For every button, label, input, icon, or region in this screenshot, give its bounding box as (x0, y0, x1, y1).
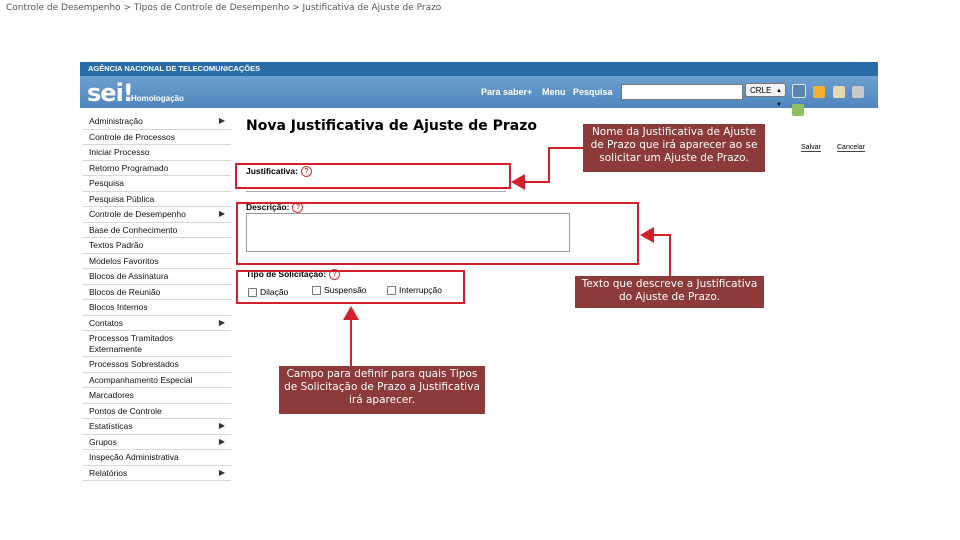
agency-bar: AGÊNCIA NACIONAL DE TELECOMUNICAÇÕES (80, 62, 878, 76)
justificativa-label-text: Justificativa: (246, 166, 298, 176)
save-button[interactable]: Salvar (801, 144, 821, 151)
help-icon[interactable]: ? (301, 166, 312, 177)
checkbox-dilacao-label: Dilação (260, 287, 289, 297)
chevron-right-icon: ▶ (218, 421, 225, 430)
nav-para-saber[interactable]: Para saber+ (481, 87, 533, 97)
help-icon[interactable]: ? (292, 202, 303, 213)
sidebar-item-label: Blocos Internos (89, 302, 148, 312)
nav-pesquisa[interactable]: Pesquisa (573, 87, 613, 97)
sidebar-item-label: Modelos Favoritos (89, 255, 159, 266)
sidebar-item-label: Contatos (89, 317, 124, 328)
descricao-label-text: Descrição: (246, 202, 290, 212)
chevron-right-icon: ▶ (218, 317, 225, 327)
arrow-description (642, 235, 670, 276)
sidebar-item-label: Pesquisa (89, 178, 124, 188)
sidebar-item-label: Grupos (89, 436, 117, 447)
tipo-solicitacao-label-text: Tipo de Solicitação: (246, 269, 327, 279)
cancel-button[interactable]: Cancelar (837, 144, 866, 151)
arrow-name (513, 148, 583, 182)
checkbox-suspensao-label: Suspensão (324, 285, 367, 295)
sidebar-item-label: Marcadores (89, 390, 134, 400)
sidebar-item-label: Acompanhamento Especial (89, 374, 193, 385)
sidebar-item-label: Processos Sobrestados (89, 359, 179, 369)
chevron-down-icon: ▲ ▼ (776, 88, 782, 108)
sidebar-item-label: Estatísticas (89, 421, 133, 431)
chevron-right-icon: ▶ (218, 467, 225, 477)
sidebar-item-label: Base de Conhecimento (89, 224, 178, 235)
sidebar-item-label: Controle de Desempenho (89, 209, 186, 219)
help-icon[interactable]: ? (329, 269, 340, 280)
checkbox-interrupcao-label: Interrupção (399, 285, 442, 295)
chevron-right-icon: ▶ (218, 116, 225, 125)
page-title: Nova Justificativa de Ajuste de Prazo (246, 118, 537, 134)
callout-types: Campo para definir para quais Tipos de Solicitação de Prazo a Justificativa irá aparecer. (279, 366, 485, 414)
sidebar-item-label: Iniciar Processo (89, 147, 150, 157)
sidebar-item-label: Controle de Processos (89, 131, 175, 142)
unit-select-value: CRLE (750, 86, 772, 95)
sidebar-item-label: Textos Padrão (89, 240, 144, 250)
sidebar-item-label: Blocos de Assinatura (89, 271, 169, 281)
sidebar-item-label: Pesquisa Pública (89, 193, 155, 204)
callout-description: Texto que descreve a Justificativa do Ajuste de Prazo. (575, 276, 764, 308)
sei-logo[interactable]: sei! (87, 79, 133, 107)
chevron-right-icon: ▶ (218, 436, 225, 446)
sidebar-item-label: Relatórios (89, 467, 128, 478)
sidebar-item-label: Pontos de Controle (89, 405, 162, 416)
nav-menu[interactable]: Menu (542, 87, 566, 97)
sidebar-item-label: Blocos de Reunião (89, 286, 161, 297)
sidebar-item-label: Inspeção Administrativa (89, 452, 179, 462)
breadcrumb: Controle de Desempenho > Tipos de Controle de Desempenho > Justificativa de Ajuste de Prazo (6, 3, 442, 13)
callout-name: Nome da Justificativa de Ajuste de Prazo que irá aparecer ao se solicitar um Ajuste de Prazo. (583, 124, 765, 172)
chevron-right-icon: ▶ (218, 209, 225, 218)
sidebar-item-label: Administração (89, 116, 143, 126)
sidebar-item-label: Retorno Programado (89, 162, 169, 173)
sidebar-item-label: Processos Tramitados Externamente (89, 333, 174, 354)
environment-label: Homologação (131, 94, 184, 103)
